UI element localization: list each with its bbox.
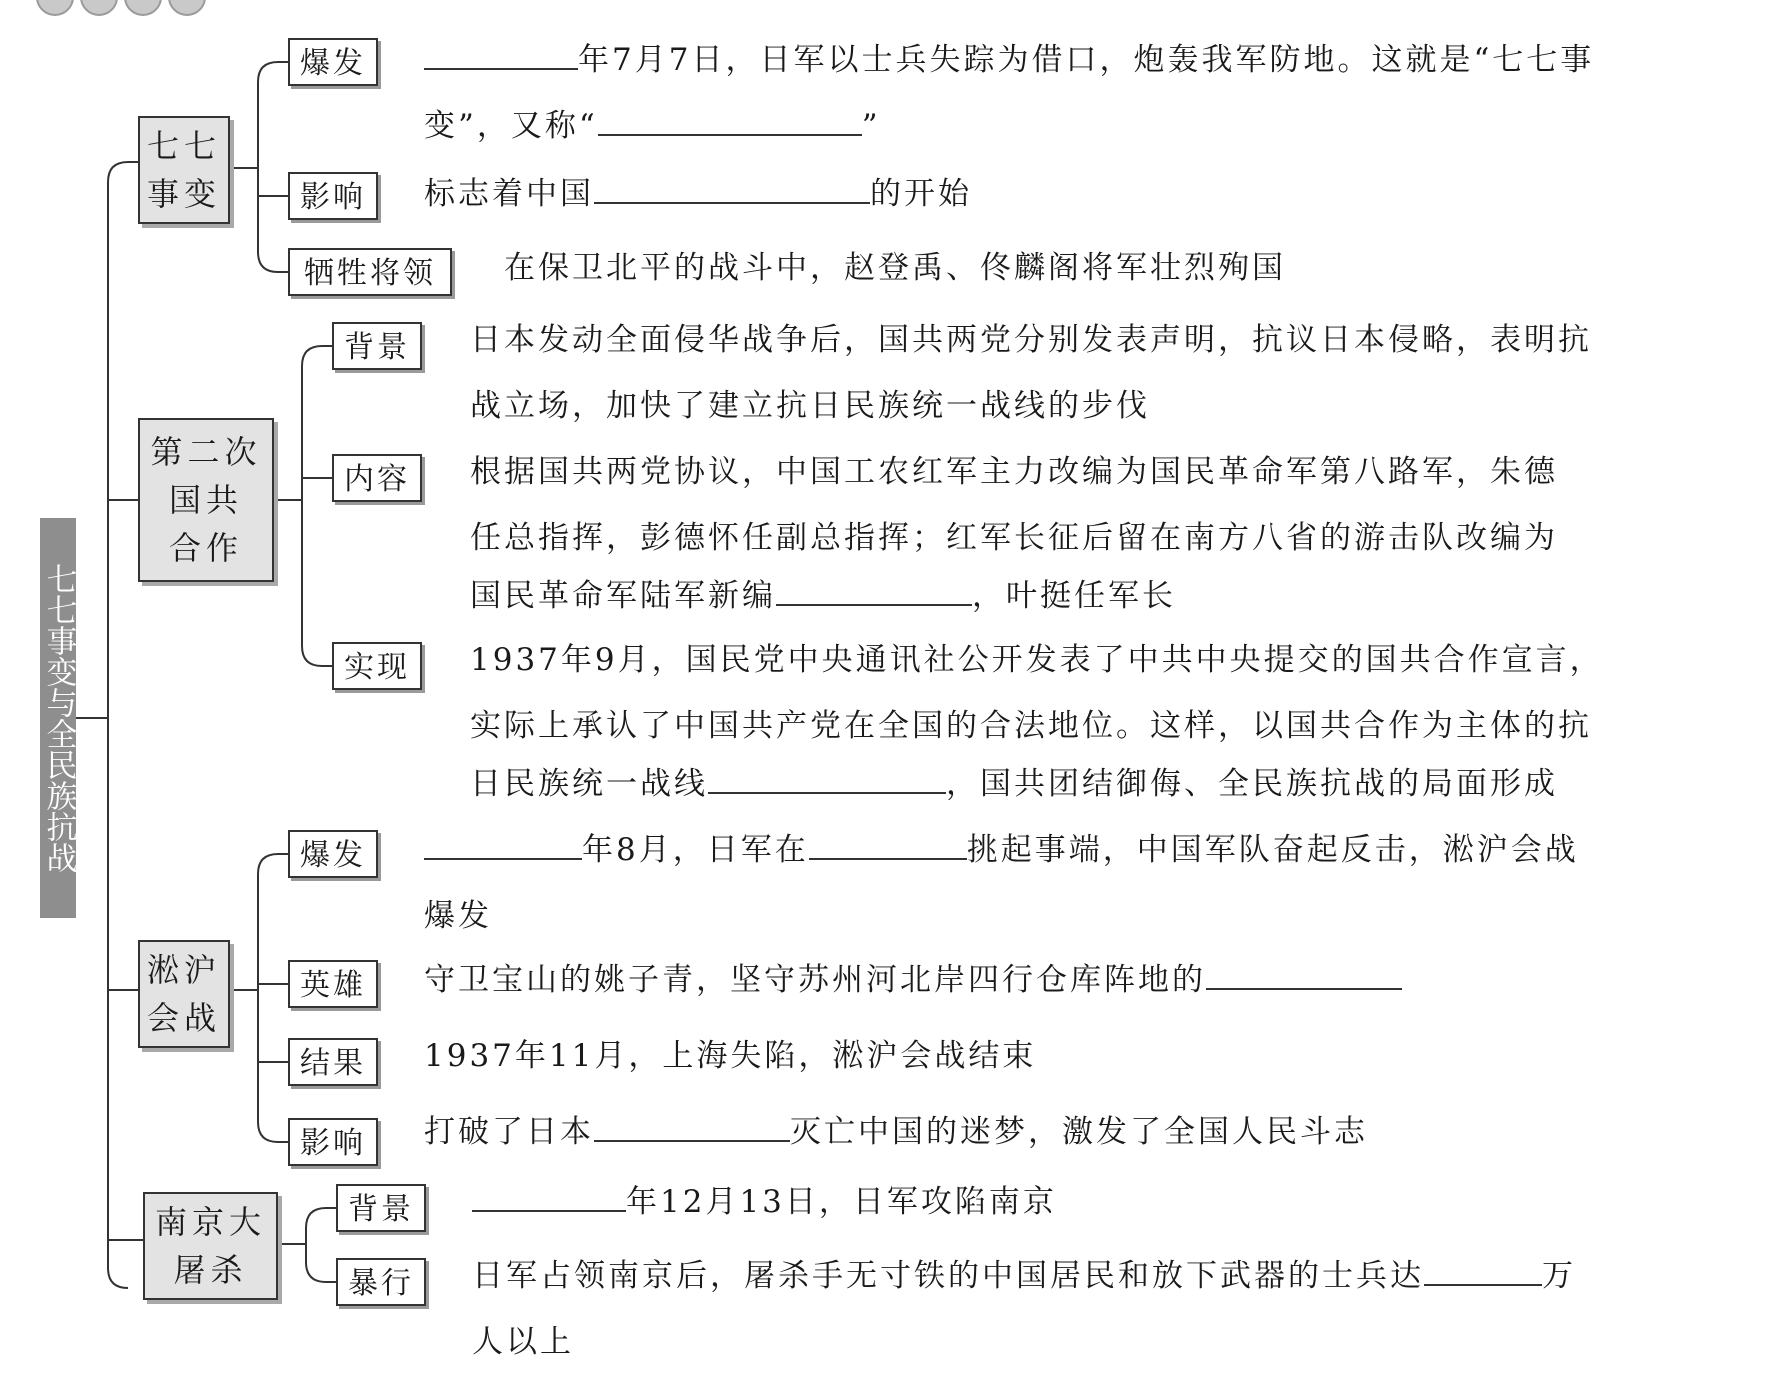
answer-blank[interactable] — [424, 34, 578, 70]
text-background-line2: 战立场，加快了建立抗日民族统一战线的步伐 — [470, 388, 1150, 424]
text-outbreak-line1 — [424, 28, 1594, 92]
connector-trunk — [108, 162, 128, 1288]
answer-blank[interactable] — [598, 100, 862, 136]
topic-line: 事变 — [146, 175, 221, 213]
text-content-line1: 根据国共两党协议，中国工农红军主力改编为国民革命军第八路军，朱德 — [470, 454, 1558, 490]
text-segment: 年12月13日，日军攻陷南京 — [626, 1184, 1057, 1220]
text-segment: 挑起事端，中国军队奋起反击，淞沪会战 — [966, 832, 1579, 868]
text-segment: 打破了日本 — [424, 1114, 594, 1150]
label-outbreak: 爆发 — [288, 38, 378, 86]
text-segment: 日民族统一战线 — [470, 766, 708, 802]
root-title: 七七事变与全民族抗战 — [40, 518, 76, 918]
topic-line: 淞沪 — [146, 951, 221, 989]
text-atrocities-line2: 人以上 — [472, 1324, 574, 1360]
topic-line: 合作 — [168, 529, 243, 567]
text-atrocities-line1 — [472, 1244, 1576, 1308]
text-segment: 万 — [1542, 1258, 1576, 1294]
label-impact: 影响 — [288, 172, 378, 220]
answer-blank[interactable] — [708, 758, 946, 794]
text-background-line1: 日本发动全面侵华战争后，国共两党分别发表声明，抗议日本侵略，表明抗 — [470, 322, 1592, 358]
text-nanjing-background — [472, 1170, 1057, 1234]
text-realization-line3 — [470, 752, 1558, 816]
text-outbreak-line2 — [424, 94, 881, 158]
label-realization: 实现 — [332, 642, 422, 690]
text-impact — [424, 162, 972, 226]
answer-blank[interactable] — [424, 824, 582, 860]
label-fallen-generals: 牺牲将领 — [288, 248, 452, 296]
topic-line: 七七 — [146, 127, 221, 165]
label-heroes: 英雄 — [288, 960, 378, 1008]
text-shanghai-impact — [424, 1100, 1368, 1164]
text-fallen-generals: 在保卫北平的战斗中，赵登禹、佟麟阁将军壮烈殉国 — [504, 250, 1286, 286]
topic-line: 屠杀 — [173, 1251, 248, 1289]
answer-blank[interactable] — [594, 1106, 790, 1142]
label-atrocities: 暴行 — [336, 1258, 426, 1306]
text-result: 1937年11月，上海失陷，淞沪会战结束 — [424, 1038, 1037, 1074]
topic-second-kmt-cpc-cooperation — [138, 418, 274, 582]
text-shanghai-outbreak-line2: 爆发 — [424, 898, 492, 934]
text-content-line3 — [470, 564, 1176, 628]
text-segment: 年7月7日，日军以士兵失踪为借口，炮轰我军防地。这就是“七七事 — [578, 42, 1595, 78]
text-segment: 灭亡中国的迷梦，激发了全国人民斗志 — [790, 1114, 1368, 1150]
text-segment: 守卫宝山的姚子青，坚守苏州河北岸四行仓库阵地的 — [424, 962, 1206, 998]
label-result: 结果 — [288, 1038, 378, 1086]
answer-blank[interactable] — [472, 1176, 626, 1212]
topic-line: 南京大 — [154, 1203, 266, 1241]
text-segment: 标志着中国 — [424, 176, 594, 212]
topic-july7-incident — [138, 116, 230, 224]
text-segment: 国民革命军陆军新编 — [470, 578, 776, 614]
label-background: 背景 — [332, 322, 422, 370]
topic-nanjing-massacre — [143, 1192, 278, 1300]
topic-line: 国共 — [168, 481, 243, 519]
text-segment: 的开始 — [870, 176, 972, 212]
answer-blank[interactable] — [776, 570, 972, 606]
text-segment: ，叶挺任军长 — [972, 578, 1176, 614]
text-segment: 年8月，日军在 — [582, 832, 809, 868]
topic-battle-of-shanghai — [138, 940, 230, 1048]
topic-line: 会战 — [146, 999, 221, 1037]
label-impact: 影响 — [288, 1118, 378, 1166]
answer-blank[interactable] — [1424, 1250, 1542, 1286]
topic-line: 第二次 — [150, 433, 262, 471]
text-realization-line2: 实际上承认了中国共产党在全国的合法地位。这样，以国共合作为主体的抗 — [470, 708, 1592, 744]
text-realization-line1: 1937年9月，国民党中央通讯社公开发表了中共中央提交的国共合作宣言， — [470, 642, 1604, 678]
text-content-line2: 任总指挥，彭德怀任副总指挥；红军长征后留在南方八省的游击队改编为 — [470, 520, 1558, 556]
answer-blank[interactable] — [809, 824, 967, 860]
label-content: 内容 — [332, 454, 422, 502]
text-segment: 变”，又称“ — [424, 108, 598, 144]
label-outbreak: 爆发 — [288, 830, 378, 878]
text-segment: 日军占领南京后，屠杀手无寸铁的中国居民和放下武器的士兵达 — [472, 1258, 1424, 1294]
text-segment: ” — [861, 108, 881, 144]
label-background: 背景 — [336, 1184, 426, 1232]
answer-blank[interactable] — [594, 168, 870, 204]
text-heroes — [424, 948, 1402, 1012]
text-segment: ，国共团结御侮、全民族抗战的局面形成 — [946, 766, 1558, 802]
text-shanghai-outbreak-line1 — [424, 818, 1579, 882]
answer-blank[interactable] — [1206, 954, 1402, 990]
